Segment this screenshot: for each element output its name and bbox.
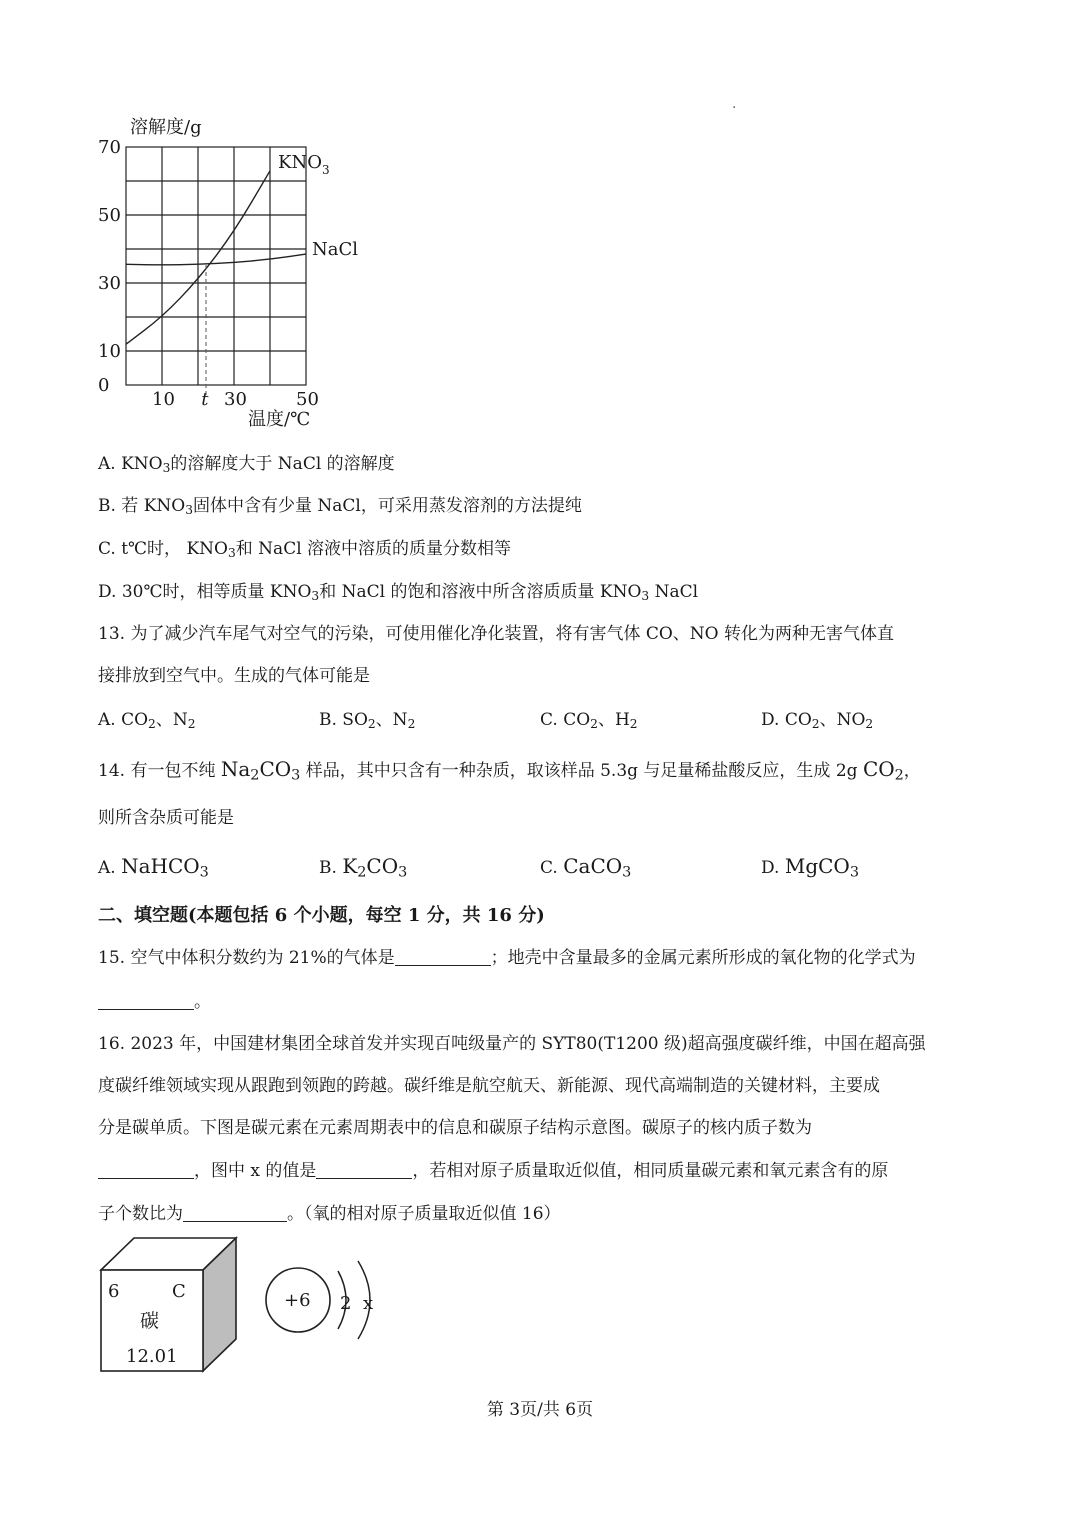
legend-nacl: NaCl	[312, 239, 359, 260]
q15-blank-2[interactable]	[98, 991, 194, 1010]
grid-frame	[126, 147, 306, 385]
q13-line2: 接排放到空气中。生成的气体可能是	[98, 666, 370, 686]
q14-option-c: C. CaCO$_3$	[540, 854, 632, 881]
q15-blank-1[interactable]	[395, 947, 491, 966]
formula-na2co3: $Na_2CO_3$	[220, 757, 301, 784]
element-number: 6	[108, 1281, 120, 1302]
nucleus-charge: +6	[284, 1290, 311, 1311]
chart-curves	[126, 171, 306, 344]
q16-blank-2[interactable]	[316, 1160, 412, 1179]
x-tick-label: 50	[296, 389, 319, 410]
q16-blank-1[interactable]	[98, 1160, 194, 1179]
q12-option-c: C. t℃时， $KNO_3$和 NaCl 溶液中溶质的质量分数相等	[98, 539, 512, 561]
q16-line3: 分是碳单质。下图是碳元素在元素周期表中的信息和碳原子结构示意图。碳原子的核内质子数为	[98, 1118, 812, 1138]
y-tick-label: 50	[98, 205, 121, 226]
chart-tick-labels	[98, 137, 319, 410]
q15-line2: 。	[98, 990, 211, 1014]
chart-grid	[126, 147, 306, 385]
legend-kno3: $KNO_3$	[278, 152, 330, 177]
q13-line1: 13. 为了减少汽车尾气对空气的污染，可使用催化净化装置，将有害气体 CO、NO 转化为两种无害气体直	[98, 624, 895, 644]
q13-option-c: C. $CO_2$、$H_2$	[540, 710, 638, 732]
y-tick-label: 10	[98, 341, 121, 362]
q14-option-b: B. $K_2CO_3$	[319, 854, 408, 881]
x-axis-label: 温度/℃	[248, 409, 311, 430]
element-name: 碳	[140, 1310, 160, 1332]
q16-line2: 度碳纤维领域实现从跟跑到领跑的跨越。碳纤维是航空航天、新能源、现代高端制造的关键材料，主要成	[98, 1076, 880, 1096]
y-tick-label: 30	[98, 273, 121, 294]
q14-line2: 则所含杂质可能是	[98, 808, 234, 828]
dot-mark: ·	[732, 100, 737, 116]
q16-line1: 16. 2023 年，中国建材集团全球首发并实现百吨级量产的 SYT80(T1200 级)超高强度碳纤维，中国在超高强	[98, 1034, 926, 1054]
element-symbol: C	[172, 1281, 186, 1302]
q13-option-b: B. $SO_2$、$N_2$	[319, 710, 416, 732]
shell2-electrons: x	[363, 1293, 374, 1314]
y-tick-label: 70	[98, 137, 121, 158]
q13-option-d: D. $CO_2$、$NO_2$	[761, 710, 874, 732]
q14-line1: 14. 有一包不纯 $Na_2CO_3$ 样品，其中只含有一种杂质，取该样品 5.3g 与足量稀盐酸反应，生成 2g $CO_2$，	[98, 757, 921, 784]
q16-blank-3[interactable]	[183, 1203, 287, 1222]
x-tick-label: 30	[224, 389, 247, 410]
y-tick-label: 0	[98, 375, 110, 396]
atom-diagram	[258, 1258, 388, 1348]
element-card	[98, 1235, 243, 1375]
q16-line5: 子个数比为 。（氧的相对原子质量取近似值 16）	[98, 1204, 561, 1224]
shell1-electrons: 2	[340, 1293, 352, 1314]
q15-line1: 15. 空气中体积分数约为 21%的气体是 ；地壳中含量最多的金属元素所形成的氧化物的化学式为	[98, 948, 916, 968]
q16-line4: ，图中 x 的值是 ，若相对原子质量取近似值，相同质量碳元素和氧元素含有的原	[98, 1159, 888, 1183]
page-footer: 第 3页/共 6页	[486, 1400, 594, 1420]
q13-option-a: A. $CO_2$、$N_2$	[98, 710, 196, 732]
q14-option-a: A. NaHCO$_3$	[98, 854, 209, 881]
formula-co2: $CO_2$	[862, 757, 904, 784]
solubility-chart	[90, 105, 380, 435]
q12-option-b: B. 若 $KNO_3$固体中含有少量 NaCl，可采用蒸发溶剂的方法提纯	[98, 496, 582, 518]
q12-option-a: A. $KNO_3$的溶解度大于 NaCl 的溶解度	[98, 454, 395, 476]
x-tick-label: 10	[152, 389, 175, 410]
y-axis-label: 溶解度/g	[130, 117, 202, 138]
section2-heading: 二、填空题(本题包括 6 个小题，每空 1 分，共 16 分)	[98, 905, 545, 926]
x-tick-label: t	[201, 389, 209, 410]
q12-option-d: D. 30℃时，相等质量 $KNO_3$和 NaCl 的饱和溶液中所含溶质质量 $KNO_3$ NaCl	[98, 582, 699, 604]
q14-option-d: D. MgCO$_3$	[761, 854, 859, 881]
element-mass: 12.01	[126, 1346, 178, 1367]
